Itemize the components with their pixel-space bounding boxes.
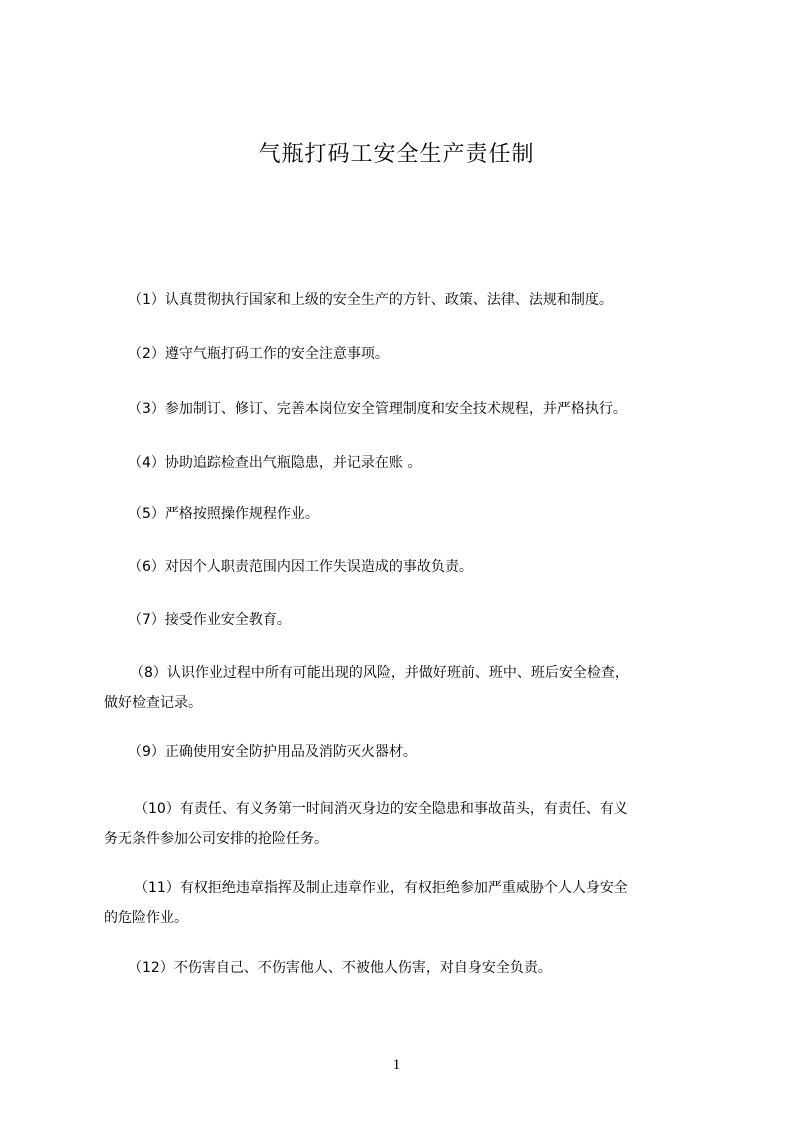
item-line: （2）遵守气瓶打码工作的安全注意事项。 xyxy=(128,346,389,362)
item-line: （4）协助追踪检查出气瓶隐患，并记录在账 。 xyxy=(128,455,422,471)
item-line: （12）不伤害自己、不伤害他人、不被他人伤害，对自身安全负责。 xyxy=(128,960,552,976)
item-line: （5）严格按照操作规程作业。 xyxy=(128,506,319,522)
item-line: （8）认识作业过程中所有可能出现的风险，并做好班前、班中、班后安全检查， xyxy=(130,665,629,681)
item-line: （9）正确使用安全防护用品及消防灭火器材。 xyxy=(128,744,417,760)
item-line: （11）有权拒绝违章指挥及制止违章作业，有权拒绝参加严重威胁个人人身安全 xyxy=(134,880,628,896)
page-number: 1 xyxy=(392,1057,401,1073)
item-line: （10）有责任、有义务第一时间消灭身边的安全隐患和事故苗头，有责任、有义 xyxy=(134,801,628,817)
item-line: （1）认真贯彻执行国家和上级的安全生产的方针、政策、法律、法规和制度。 xyxy=(128,292,613,308)
document-title: 气瓶打码工安全生产责任制 xyxy=(258,142,535,167)
item-line: （3）参加制订、修订、完善本岗位安全管理制度和安全技术规程，并严格执行。 xyxy=(128,401,627,417)
item-line: 的危险作业。 xyxy=(104,910,188,926)
item-line: 做好检查记录。 xyxy=(104,695,202,711)
item-line: 务无条件参加公司安排的抢险任务。 xyxy=(104,831,328,847)
item-line: （6）对因个人职责范围内因工作失误造成的事故负责。 xyxy=(128,559,473,575)
item-line: （7）接受作业安全教育。 xyxy=(128,612,291,628)
